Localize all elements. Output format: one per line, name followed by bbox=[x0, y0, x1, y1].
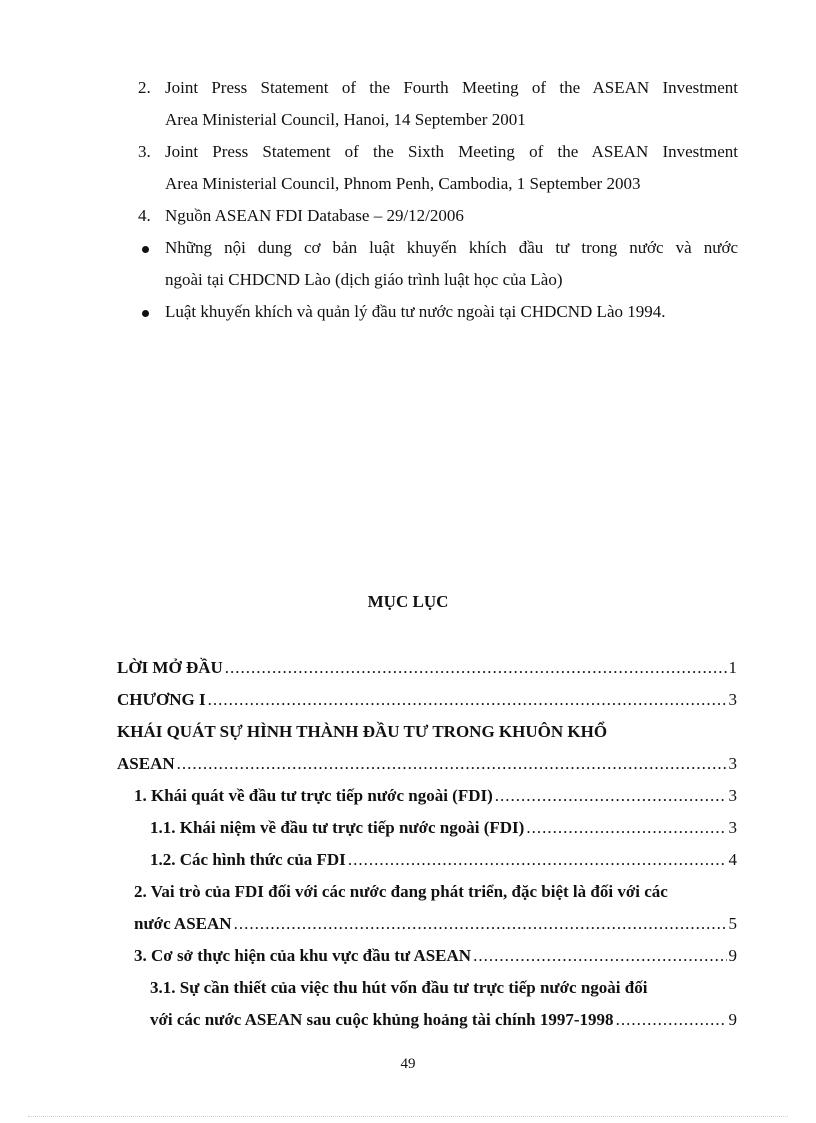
toc-entry[interactable]: 3. Cơ sở thực hiện của khu vực đầu tư ASEAN ..... 9 bbox=[117, 940, 737, 972]
toc-page-number: 3 bbox=[728, 818, 737, 837]
reference-item bbox=[138, 232, 738, 296]
toc-entry[interactable]: 1.1. Khái niệm về đầu tư trực tiếp nước ngoài (FDI) ..... 3 bbox=[117, 812, 737, 844]
footer-divider bbox=[28, 1116, 788, 1117]
toc-entry[interactable]: nước ASEAN ..... 5 bbox=[117, 908, 737, 940]
toc-entry[interactable]: 1.2. Các hình thức của FDI ..... 4 bbox=[117, 844, 737, 876]
list-number: 2. bbox=[138, 78, 151, 97]
reference-text: Nguồn ASEAN FDI Database – 29/12/2006 bbox=[165, 206, 464, 225]
toc-entry[interactable]: 2. Vai trò của FDI đối với các nước đang phát triển, đặc biệt là đối với các bbox=[134, 882, 668, 901]
toc-entry[interactable]: với các nước ASEAN sau cuộc khủng hoảng tài chính 1997-1998 ..... 9 bbox=[117, 1004, 737, 1036]
reference-text: Area Ministerial Council, Hanoi, 14 September 2001 bbox=[165, 110, 526, 129]
toc-entry[interactable]: ASEAN ..... 3 bbox=[117, 748, 737, 780]
toc-entry[interactable]: 1. Khái quát về đầu tư trực tiếp nước ngoài (FDI) ..... 3 bbox=[117, 780, 737, 812]
toc-page-number: 4 bbox=[728, 850, 737, 869]
toc-page-number: 3 bbox=[728, 690, 737, 709]
toc-page-number: 3 bbox=[728, 754, 737, 773]
toc-title: MỤC LỤC bbox=[367, 592, 449, 611]
bullet-icon bbox=[138, 296, 165, 328]
reference-text: Joint Press Statement of the Fourth Meeting of the ASEAN Investment bbox=[165, 78, 738, 97]
reference-text: ngoài tại CHDCND Lào (dịch giáo trình luật học của Lào) bbox=[165, 270, 563, 289]
toc-entry[interactable]: 3.1. Sự cần thiết của việc thu hút vốn đầu tư trực tiếp nước ngoài đối bbox=[150, 978, 648, 997]
toc-page-number: 5 bbox=[728, 914, 737, 933]
toc-entry[interactable]: LỜI MỞ ĐẦU ..... 1 bbox=[117, 652, 737, 684]
reference-list bbox=[138, 72, 738, 328]
reference-item bbox=[138, 72, 738, 136]
reference-text: Những nội dung cơ bản luật khuyến khích đầu tư trong nước và nước bbox=[165, 238, 738, 257]
toc-entry[interactable]: KHÁI QUÁT SỰ HÌNH THÀNH ĐẦU TƯ TRONG KHUÔN KHỔ bbox=[117, 722, 608, 741]
toc-page-number: 9 bbox=[728, 946, 737, 965]
toc-page-number: 3 bbox=[728, 786, 737, 805]
reference-text: Area Ministerial Council, Phnom Penh, Cambodia, 1 September 2003 bbox=[165, 174, 641, 193]
reference-text: Luật khuyến khích và quản lý đầu tư nước ngoài tại CHDCND Lào 1994. bbox=[165, 302, 666, 321]
list-number: 4. bbox=[138, 206, 151, 225]
reference-item bbox=[138, 200, 738, 232]
reference-item bbox=[138, 136, 738, 200]
page-number: 49 bbox=[400, 1056, 416, 1072]
list-number: 3. bbox=[138, 142, 151, 161]
toc-page-number: 1 bbox=[728, 658, 737, 677]
table-of-contents bbox=[117, 652, 737, 1036]
bullet-icon bbox=[138, 232, 165, 264]
toc-entry[interactable]: CHƯƠNG I ..... 3 bbox=[117, 684, 737, 716]
toc-page-number: 9 bbox=[728, 1010, 737, 1029]
reference-text: Joint Press Statement of the Sixth Meeting of the ASEAN Investment bbox=[165, 142, 738, 161]
reference-item bbox=[138, 296, 738, 328]
